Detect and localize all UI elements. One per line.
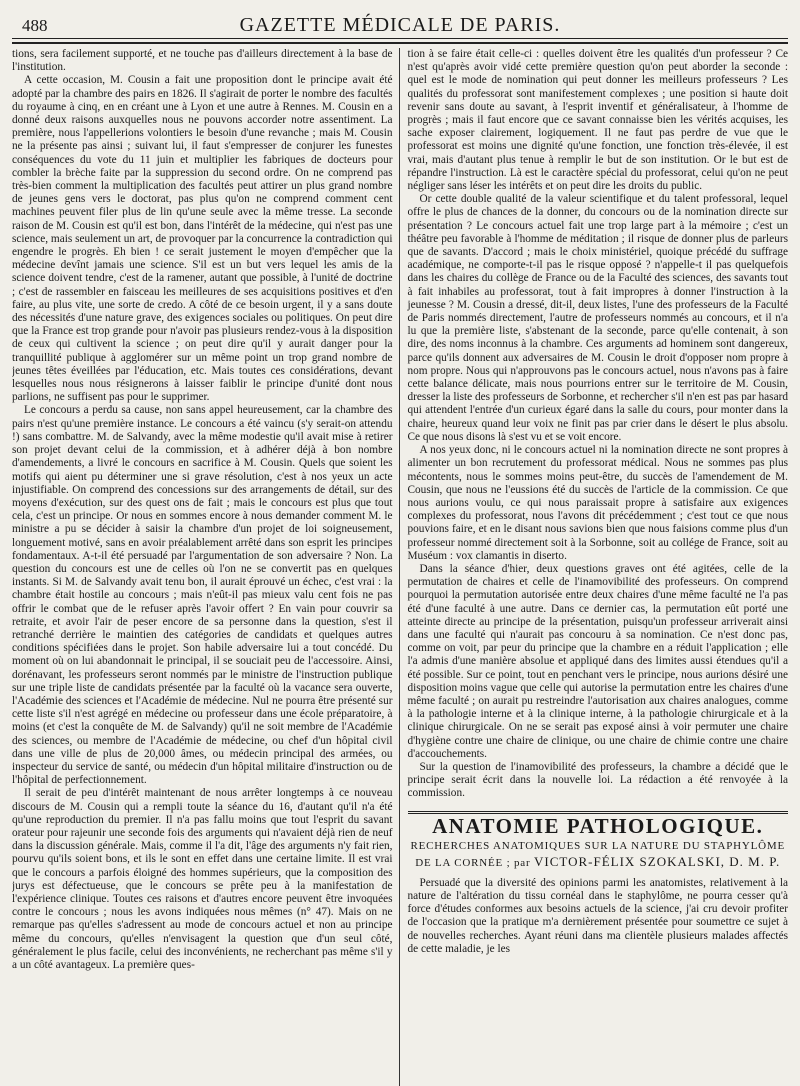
article-heading-line — [408, 854, 789, 871]
paragraph: Or cette double qualité de la valeur scientifique et du talent professoral, lequel offre le plus de chances de la donner, du concours ou de la nomination directe sur présentation ? Le concours actuel fait une trop large part à la mémoire ; c'est un théâtre peu favorable à l'homme de méditation ; il risque de donner plus de parleurs que de savants. D'accord ; mais le choix ministériel, quoique précédé du suffrage académique, ne comporte-t-il pas le risque opposé ? n'appelle-t il pas quelquefois dans les chaires du collège de France ou de la Faculté des sciences, des savants tout à fait inhabiles au professorat, tout à fait impropres à donner l'instruction à la jeunesse ? M. Cousin a dressé, dit-il, deux listes, l'une des professeurs de la Faculté de Paris nommés directement, l'autre de professeurs nommés au concours, et il n'a lu que la première liste, s'abstenant de la seconde, parce qu'elle contenait, à son dire, des noms inconnus à la chambre. Ces arguments ad hominem sont dangereux, parce qu'ils donnent aux adversaires de M. Cousin le droit d'opposer nom propre à nom propre. Nous qui n'approuvons pas le concours actuel, nous n'avons pas à faire cette balance délicate, mais nous pourrions entrer sur le territoire de M. Cousin, dresser la liste des professeurs de Sorbonne, et rechercher s'il n'en est pas par hasard qui attendent l'entrée d'un curieux égaré dans la salle du cours, pour monter dans la chaire, heureux quand leur voix ne finit pas par crier dans le désert le plus absolu. Ce que nous disons là s'est vu et se voit encore. — [407, 193, 788, 443]
paragraph: Dans la séance d'hier, deux questions graves ont été agitées, celle de la permutation de chaires et celle de l'inamovibilité des professeurs. On comprend pourquoi la permutation autorisée entre deux chaires d'une même faculté ne l'a pas été d'une faculté à une autre. Dans ce dernier cas, la permutation eût porté une atteinte directe au principe de la présentation, puisqu'un professeur arriverait ainsi dans une faculté qui n'aurait pas concouru à sa nomination. Ce n'est donc pas, comme on voit, par peur du principe que la chambre en a réduit l'application ; elle l'a admis d'une manière absolue et appliqué dans des limites aussi étendues qu'il a été possible. Sur ce point, tout en penchant vers le principe, nous aurions désiré une disposition moins vague que celle qui autorise la permutation entre les chaires d'une même faculté ; on aurait pu restreindre l'autorisation aux chaires analogues, comme à la pathologie interne et à la clinique interne, à la pathologie chirurgicale et à la clinique chirurgicale. On ne se serait pas exposé ainsi à voir permuter une chaire d'hygiène contre une chaire de clinique, ou une chaire de chimie contre une chaire d'accouchements. — [407, 562, 788, 760]
article-heading — [408, 839, 789, 871]
page-number: 488 — [22, 16, 48, 35]
article-author: VICTOR-FÉLIX SZOKALSKI, D. M. P. — [534, 853, 781, 869]
paragraph: Sur la question de l'inamovibilité des professeurs, la chambre a décidé que le principe serait écrit dans la nouvelle loi. La rédaction a été renvoyée à la commission. — [407, 760, 788, 800]
section-title: ANATOMIE PATHOLOGIQUE. — [432, 813, 764, 838]
paragraph: tions, sera facilement supporté, et ne touche pas d'ailleurs directement à la base de l'institution. — [12, 48, 393, 74]
left-column — [12, 48, 400, 1086]
article-heading-line: RECHERCHES ANATOMIQUES SUR LA NATURE DU STAPHYLÔME — [410, 839, 785, 852]
paragraph: A cette occasion, M. Cousin a fait une proposition dont le principe avait été adopté par la chambre des pairs en 1826. Il s'agirait de porter le nombre des facultés du royaume à cinq, en en créant une à Lyon et une autre à Rennes. M. Cousin en a donné deux raisons auxquelles nous ne pouvons accorder notre assentiment. La première, nous l'appellerions volontiers le besoin d'une revanche ; mais M. Cousin ne la présente pas ainsi ; suivant lui, il faut s'empresser de conjurer les funestes conséquences du vote du 11 juin et multiplier les fabriques de docteurs pour combler la brèche faite par la suppression du second ordre. On ne comprend pas très-bien comment la multiplication des facultés peut attirer un plus grand nombre de jeunes gens vers le doctorat, pas plus qu'on ne comprend comment cent machines peuvent filer plus de lin qu'une seule avec la même tresse. La seconde raison de M. Cousin est qu'il est bon, dans l'intérêt de la médecine, qui n'est pas une science, mais seulement un art, de provoquer par la concurrence la contradiction qui engendre le progrès. Eh bien ! ce serait justement le moyen d'empêcher que la médecine devînt jamais une science. S'il est un but vers lequel les amis de la science doivent tendre, c'est de la ramener, autant que possible, à l'unité de doctrine ; c'est de rassembler en faisceau les meilleures de ses acquisitions positives et d'en faire, au plus vite, une sorte de credo. A côté de ce besoin urgent, il y a sans doute des nécessités d'une nature grave, des exigences sociales ou politiques. On peut dire que la France est trop grande pour n'avoir pas plusieurs rendez-vous à la disposition de ceux qui cultivent la science ; on peut dire qu'il y aurait danger pour la tranquillité publique à agglomérer sur un même point un trop grand nombre de jeunes têtes éveillées par l'éducation, etc. Mais toutes ces considérations, devant lesquelles nous nous résignerons à laisser faiblir le principe d'unité dont nous parlions, ne suffisent pas pour le supprimer. — [12, 74, 393, 404]
page-header — [12, 8, 788, 39]
right-column — [400, 48, 789, 1086]
running-title: GAZETTE MÉDICALE DE PARIS. — [239, 14, 561, 36]
paragraph: A nos yeux donc, ni le concours actuel ni la nomination directe ne sont propres à alimenter un bon recrutement du professorat médical. Nous ne sommes pas plus mécontents, nous le sommes moins peut-être, du succès de l'amendement de M. Cousin, que nous ne l'eussions été du succès de l'article de la commission. Ce que nous aurions voulu, ce qui nous paraissait propre à satisfaire aux exigences complexes du professorat, nous l'avons dit précédemment ; c'est tout ce que nous pouvions faire, et en le disant nous savions bien que nous faisions comme plus d'un professeur nommé directement soit à la Sorbonne, soit au collége de France, soit au Muséum : vox clamantis in diserto. — [407, 444, 788, 562]
paragraph: Le concours a perdu sa cause, non sans appel heureusement, car la chambre des pairs n'est qu'une première instance. Le concours a été vaincu (s'y serait-on attendu !) sans combattre. M. de Salvandy, avec la même modestie qu'il avait mise à retirer son projet devant celui de la commission, et à adhérer déjà à bon nombre d'amendements, a livré le concours en sacrifice à M. Cousin. Quels que soient les motifs qui aient pu déterminer une si grave résolution, c'est à nos yeux un acte injustifiable. On comprend des concessions sur des arrangements de détail, sur des moyens d'exécution, sur des quest ons de fait ; mais le concours est plus que tout cela, c'est un principe. Or nous en sommes encore à nous demander comment M. le ministre a pu se décider à saisir la chambre d'un projet de loi soigneusement, longuement motivé, sans en avoir préalablement arrêté dans son esprit les principes fondamentaux. A-t-il été persuadé par l'argumentation de son adversaire ? Non. La question du concours est une de celles où l'on ne se convertit pas en quelques instants. Si M. de Salvandy avait tenu bon, il aurait éprouvé un échec, c'est vrai : la chambre était hostile au concours ; mais n'eût-il pas mieux valu cent fois ne pas offrir le combat que de le refuser après l'avoir offert ? En vain pour couvrir sa retraite, et avoir l'air de peser encore de sa personne dans la question, s'est il retranché derrière le maintien des catégories de candidats et quelques autres conditions spécifiées dans le projet. Son habile adversaire lui a tout concédé. Du moment où on lui abandonnait le principal, il se souciait peu de l'accessoire. Ainsi, dorénavant, les professeurs seront nommés par le ministre de l'instruction publique sur une triple liste de candidats présentée par la faculté où la vacance sera ouverte, l'Académie des sciences et l'Académie de médecine. Nul ne pourra être présenté sur cette liste s'il n'est agrégé en médecine ou professeur dans une école préparatoire, à moins (et c'est la conquête de M. de Salvandy) qu'il ne soit membre de l'Académie des sciences, ou membre de l'Académie de médecine, ou chef d'un hôpital civil dans une ville de plus de 20,000 âmes, ou médecin principal des armées, ou inspecteur du service de santé, ou médecin d'un hôpital militaire d'instruction ou de l'hôpital de perfectionnement. — [12, 404, 393, 787]
two-column-body — [12, 48, 788, 1086]
header-rule — [12, 39, 788, 44]
article-heading-prefix: DE LA CORNÉE ; par — [415, 856, 531, 869]
paragraph: Persuadé que la diversité des opinions parmi les anatomistes, relativement à la nature de l'altération du tissu cornéal dans le staphylôme, ne pourra cesser qu'à force d'études conformes aux besoins actuels de la science, j'ai cru devoir profiter de l'occasion que la pratique m'a dernièrement présentée pour soumettre ce sujet à de nouvelles recherches. Ayant réuni dans ma clientèle plusieurs malades affectés de cette maladie, je les — [407, 876, 788, 955]
paragraph: Il serait de peu d'intérêt maintenant de nous arrêter longtemps à ce nouveau discours de M. Cousin qui a rempli toute la séance du 16, d'autant qu'il n'a été qu'une reproduction du premier. Il n'a pas fallu moins que tout l'esprit du savant orateur pour rajeunir une seconde fois des arguments qui n'avaient déjà rien de neuf dans la discussion générale. Mais, comme il l'a dit, l'âge des arguments n'y fait rien, pourvu qu'ils soient bons, et ils le sont en effet dans une certaine limite. Il est vrai que le concours a parfois éloigné des hommes supérieurs, que la composition des jurys est défectueuse, que le concours se prête peu à la manifestation de l'expérience clinique. Toutes ces raisons et d'autres encore peuvent être invoquées contre le concours ; nous les avons indiquées nous mêmes (n° 47). Mais on ne remarque pas qu'elles s'adressent au mode de concours actuel et non au principe même du concours, qu'elles n'envisagent la question que d'un seul côté, généralement le plus facile, celui des inconvénients, ne recherchant pas même s'il y a un côté avantageux. La première ques- — [12, 787, 393, 972]
paragraph: tion à se faire était celle-ci : quelles doivent être les qualités d'un professeur ? Ce n'est qu'après avoir vidé cette première question qu'on peut aborder la seconde : quel est le mode de nomination qui peut donner les meilleurs professeurs ? Les qualités du professorat sont manifestement complexes ; une position si haute doit revenir sans doute au savant, à l'esprit inventif et généralisateur, à l'homme de progrès ; mais il faut encore que ce savant connaisse bien les vérités acquises, les sache exposer clairement, logiquement. Il ne faut pas perdre de vue que le professorat est moins une dignité qu'une fonction, une fonction très-élevée, il est vrai, mais d'autant plus tenue à remplir le but de son institution. Or le but est de répandre l'instruction. Là est le caractère spécial du professorat, celui qu'on ne peut négliger sans léser les intérêts et on peut dire les droits du public. — [407, 48, 788, 193]
